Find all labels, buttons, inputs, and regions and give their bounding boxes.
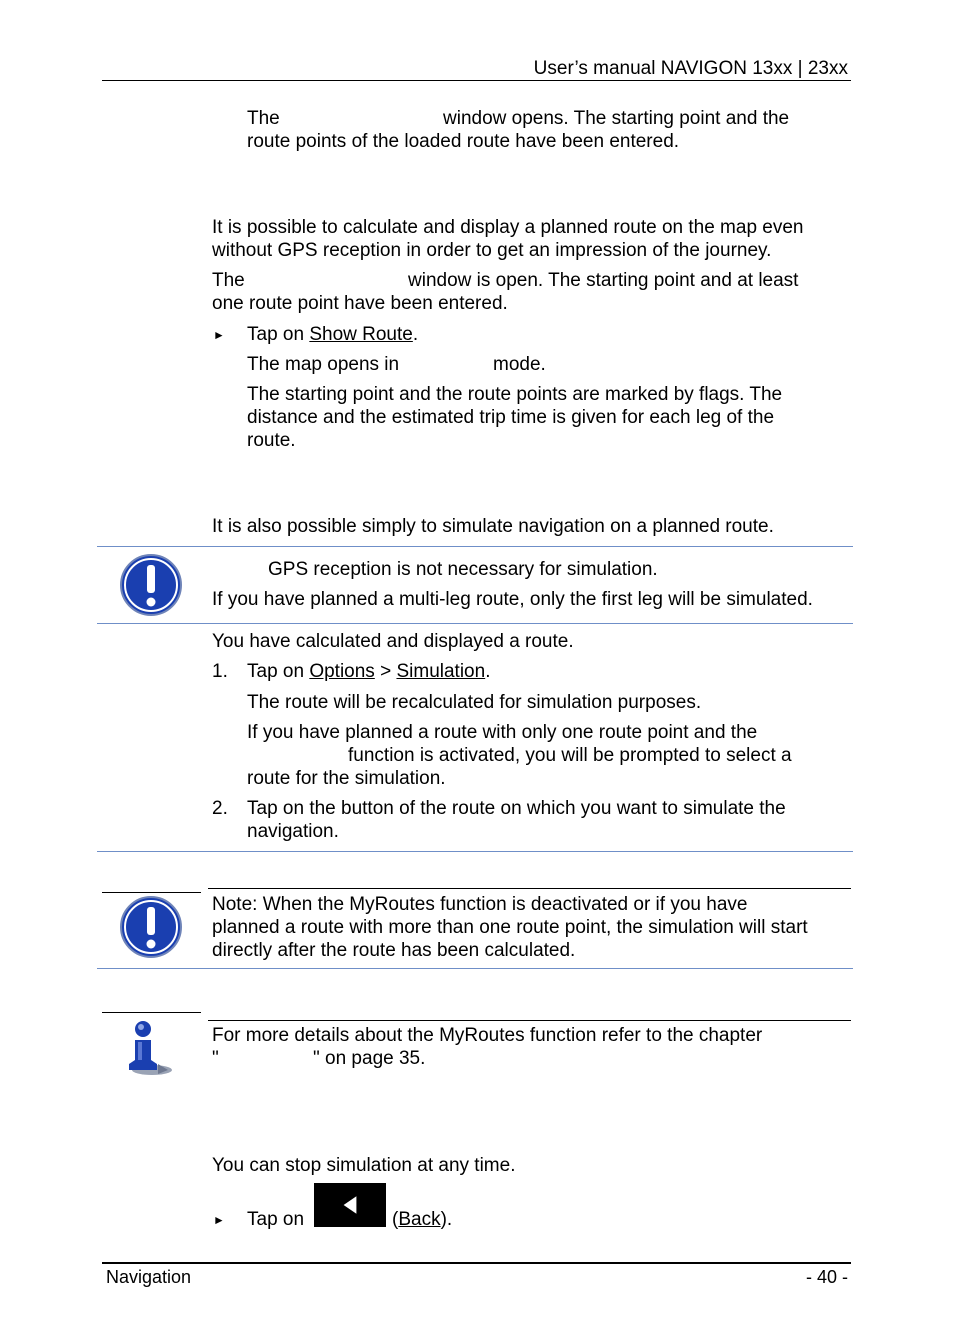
text: route for the simulation. bbox=[247, 768, 446, 789]
text: navigation. bbox=[247, 821, 339, 842]
note2-bottom-rule bbox=[97, 968, 853, 969]
text: Tap on bbox=[247, 1209, 305, 1230]
info-right-rule bbox=[208, 1020, 851, 1021]
options-link[interactable]: Options bbox=[309, 661, 375, 682]
text: The starting point and the route points are marked by flags. The bbox=[247, 384, 783, 405]
section-rule bbox=[97, 851, 853, 852]
back-button[interactable] bbox=[314, 1183, 386, 1227]
info-person-icon bbox=[122, 1018, 178, 1078]
page-number: - 40 - bbox=[805, 1267, 848, 1287]
back-link[interactable]: Back bbox=[398, 1209, 441, 1230]
text: The bbox=[212, 270, 245, 291]
text: one route point have been entered. bbox=[212, 293, 508, 314]
step-number: 2. bbox=[212, 798, 228, 819]
text: The bbox=[247, 108, 280, 129]
text: If you have planned a multi-leg route, only the first leg will be simulated. bbox=[212, 589, 813, 610]
footer-rule bbox=[102, 1262, 851, 1264]
text: " on page 35. bbox=[313, 1048, 426, 1069]
text: " bbox=[212, 1048, 219, 1069]
note-bottom-rule bbox=[97, 623, 853, 624]
text: Note: When the MyRoutes function is deactivated or if you have bbox=[212, 894, 748, 915]
text: . bbox=[485, 661, 491, 682]
simulation-link[interactable]: Simulation bbox=[396, 661, 486, 682]
text: function is activated, you will be prompted to select a bbox=[348, 745, 792, 766]
text: For more details about the MyRoutes function refer to the chapter bbox=[212, 1025, 763, 1046]
text: If you have planned a route with only one route point and the bbox=[247, 722, 758, 743]
text: You can stop simulation at any time. bbox=[212, 1155, 516, 1176]
step-number: 1. bbox=[212, 661, 228, 682]
text: Tap on bbox=[247, 324, 310, 345]
note-top-rule bbox=[97, 546, 853, 547]
back-arrow-icon bbox=[342, 1194, 358, 1216]
text: planned a route with more than one route point, the simulation will start bbox=[212, 917, 808, 938]
text: mode. bbox=[493, 354, 546, 375]
text: Tap on the button of the route on which you want to simulate the bbox=[247, 798, 786, 819]
text: The map opens in bbox=[247, 354, 400, 375]
footer-section: Navigation bbox=[106, 1267, 192, 1287]
text: > bbox=[374, 661, 397, 682]
text: ). bbox=[440, 1209, 453, 1230]
text: It is also possible simply to simulate navigation on a planned route. bbox=[212, 516, 774, 537]
page-header-title: User’s manual NAVIGON 13xx | 23xx bbox=[533, 58, 848, 79]
info-left-rule bbox=[102, 1012, 201, 1013]
step-show-route bbox=[247, 323, 418, 346]
text: ( bbox=[392, 1209, 399, 1230]
text: directly after the route has been calculated. bbox=[212, 940, 576, 961]
text: window is open. The starting point and at least bbox=[408, 270, 799, 291]
text: route points of the loaded route have been entered. bbox=[247, 131, 680, 152]
step-simulation bbox=[247, 660, 490, 683]
note2-right-rule bbox=[208, 888, 851, 889]
text: route. bbox=[247, 430, 296, 451]
text: Tap on bbox=[247, 661, 310, 682]
header-rule bbox=[102, 80, 851, 81]
text: distance and the estimated trip time is given for each leg of the bbox=[247, 407, 775, 428]
text: You have calculated and displayed a route. bbox=[212, 631, 574, 652]
exclamation-icon bbox=[119, 895, 183, 959]
text: . bbox=[412, 324, 419, 345]
note2-left-rule bbox=[102, 892, 201, 893]
text: The route will be recalculated for simulation purposes. bbox=[247, 692, 702, 713]
text: without GPS reception in order to get an impression of the journey. bbox=[212, 240, 772, 261]
show-route-link[interactable]: Show Route bbox=[309, 324, 413, 345]
text: window opens. The starting point and the bbox=[443, 108, 790, 129]
back-reference bbox=[392, 1208, 452, 1231]
bullet-arrow-icon: ► bbox=[213, 1213, 225, 1227]
bullet-arrow-icon: ► bbox=[213, 328, 225, 342]
exclamation-icon bbox=[119, 553, 183, 617]
text: It is possible to calculate and display a planned route on the map even bbox=[212, 217, 804, 238]
text: GPS reception is not necessary for simulation. bbox=[268, 559, 658, 580]
